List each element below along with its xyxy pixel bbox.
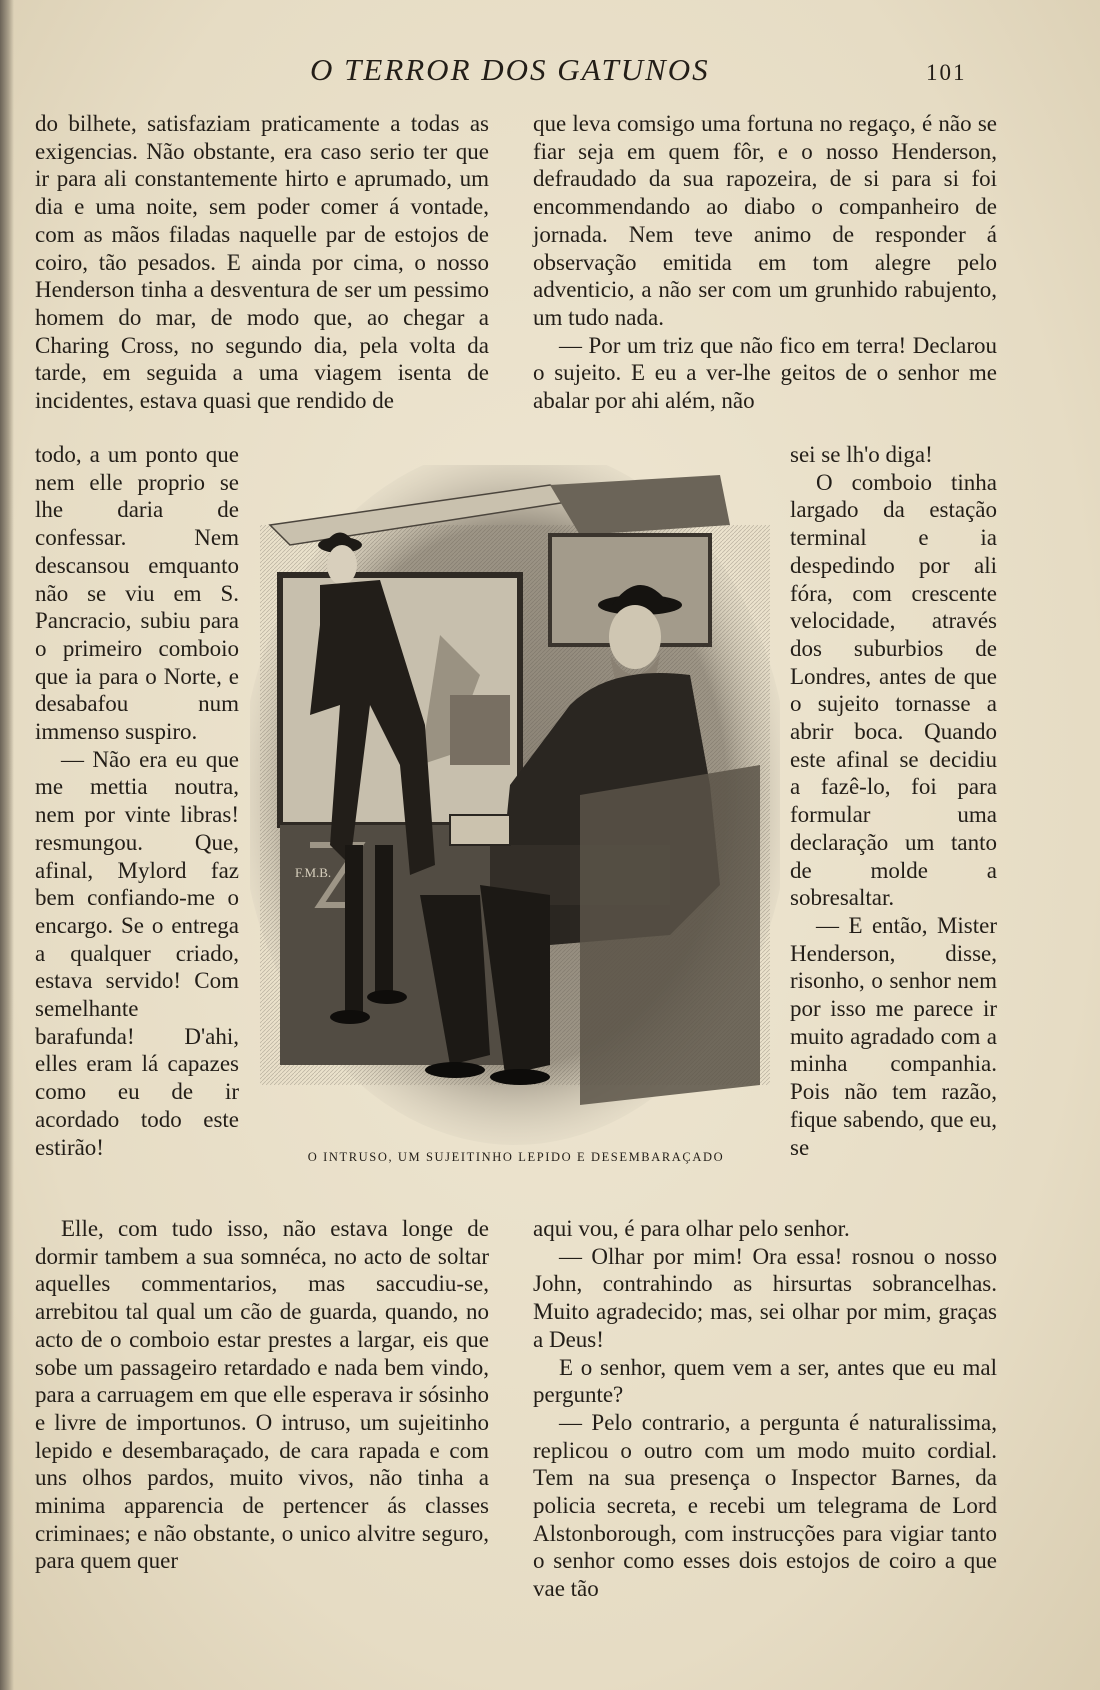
paragraph: — Olhar por mim! Ora essa! rosnou o nosso John, contrahindo as hirsurtas sobrancelhas. Muito agradecido; mas, sei olhar por mim, graças a Deus! (533, 1243, 997, 1352)
paragraph: que leva comsigo uma fortuna no regaço, é não se fiar seja em quem fôr, e o nosso Henderson, defraudado da sua rapozeira, de si para si foi encommendando ao diabo o companheiro de jornada. Nem teve animo de responder á observação emitida em tom alegre pelo adventicio, a não ser com um grunhido rabujento, um tudo nada. (533, 111, 997, 330)
right-column-bottom (533, 1215, 997, 1603)
page-number: 101 (926, 60, 967, 85)
paragraph: aqui vou, é para olhar pelo senhor. (533, 1216, 850, 1241)
illustration-caption: O INTRUSO, UM SUJEITINHO LEPIDO E DESEMBARAÇADO (307, 1150, 725, 1164)
running-title: O TERROR DOS GATUNOS (310, 52, 710, 87)
railway-carriage-illustration (250, 465, 780, 1145)
right-column-narrow (790, 441, 997, 1161)
right-column-top (533, 110, 997, 415)
paragraph: todo, a um ponto que nem elle proprio se lhe daria de confessar. Nem descansou emquanto não se viu em S. Pancracio, subiu para o primeiro comboio que ia para o Norte, e desabafou num immenso suspiro. (35, 442, 239, 745)
page-edge-shadow (0, 0, 14, 1690)
left-column-top (35, 110, 489, 415)
artist-signature: F.M.B. (295, 865, 332, 880)
paragraph: — Por um triz que não fico em terra! Declarou o sujeito. E eu a ver-lhe geitos de o senhor me abalar por ahi além, não (533, 332, 997, 414)
paragraph: — Não era eu que me mettia noutra, nem por vinte libras! resmungou. Que, afinal, Mylord faz bem confiando-me o encargo. Se o entrega a qualquer criado, estava servido! Com semelhante barafunda! D'ahi, elles eram lá capazes como eu de ir acordado todo este estirão! (35, 746, 239, 1160)
left-column-bottom (35, 1215, 489, 1575)
paragraph: — E então, Mister Henderson, disse, risonho, o senhor nem por isso me parece ir muito agradado com a minha companhia. Pois não tem razão, fique sabendo, que eu, se (790, 912, 997, 1160)
left-column-narrow (35, 441, 239, 1161)
paragraph: O comboio tinha largado da estação terminal e ia despedindo por ali fóra, com crescente velocidade, através dos suburbios de Londres, antes de que o sujeito tornasse a abrir boca. Quando este afinal se decidiu a fazê-lo, foi para formular uma declaração um tanto de molde a sobresaltar. (790, 469, 997, 911)
paragraph: sei se lh'o diga! (790, 442, 933, 467)
running-head (0, 52, 1100, 92)
paragraph: do bilhete, satisfaziam praticamente a todas as exigencias. Não obstante, era caso serio ter que ir para ali constantemente hirto e aprumado, um dia e uma noite, sem poder comer á vontade, com as mãos filadas naquelle par de estojos de coiro, tão pesados. E ainda por cima, o nosso Henderson tinha a desventura de ser um pessimo homem do mar, de modo que, ao chegar a Charing Cross, no segundo dia, pela volta da tarde, em seguida a uma viagem isenta de incidentes, estava quasi que rendido de (35, 111, 489, 414)
paragraph: — Pelo contrario, a pergunta é naturalissima, replicou o outro com um modo muito cordial. Tem na sua presença o Inspector Barnes, da policia secreta, e recebi um telegrama de Lord Alstonborough, com instrucções para vigiar tanto o senhor como esses dois estojos de coiro a que vae tão (533, 1409, 997, 1602)
paragraph: Elle, com tudo isso, não estava longe de dormir tambem a sua somnéca, no acto de soltar aquelles commentarios, mas saccudiu-se, arrebitou tal qual um cão de guarda, quando, no acto de o comboio estar prestes a largar, eis que sobe um passageiro retardado e nada bem vindo, para a carruagem em que elle esperava ir sósinho e livre de importunos. O intruso, um sujeitinho lepido e desembaraçado, de cara rapada e com uns olhos pardos, muito vivos, não tinha a minima apparencia de pertencer ás classes criminaes; e não obstante, o unico alvitre seguro, para quem quer (35, 1216, 489, 1574)
paragraph: E o senhor, quem vem a ser, antes que eu mal pergunte? (533, 1354, 997, 1408)
